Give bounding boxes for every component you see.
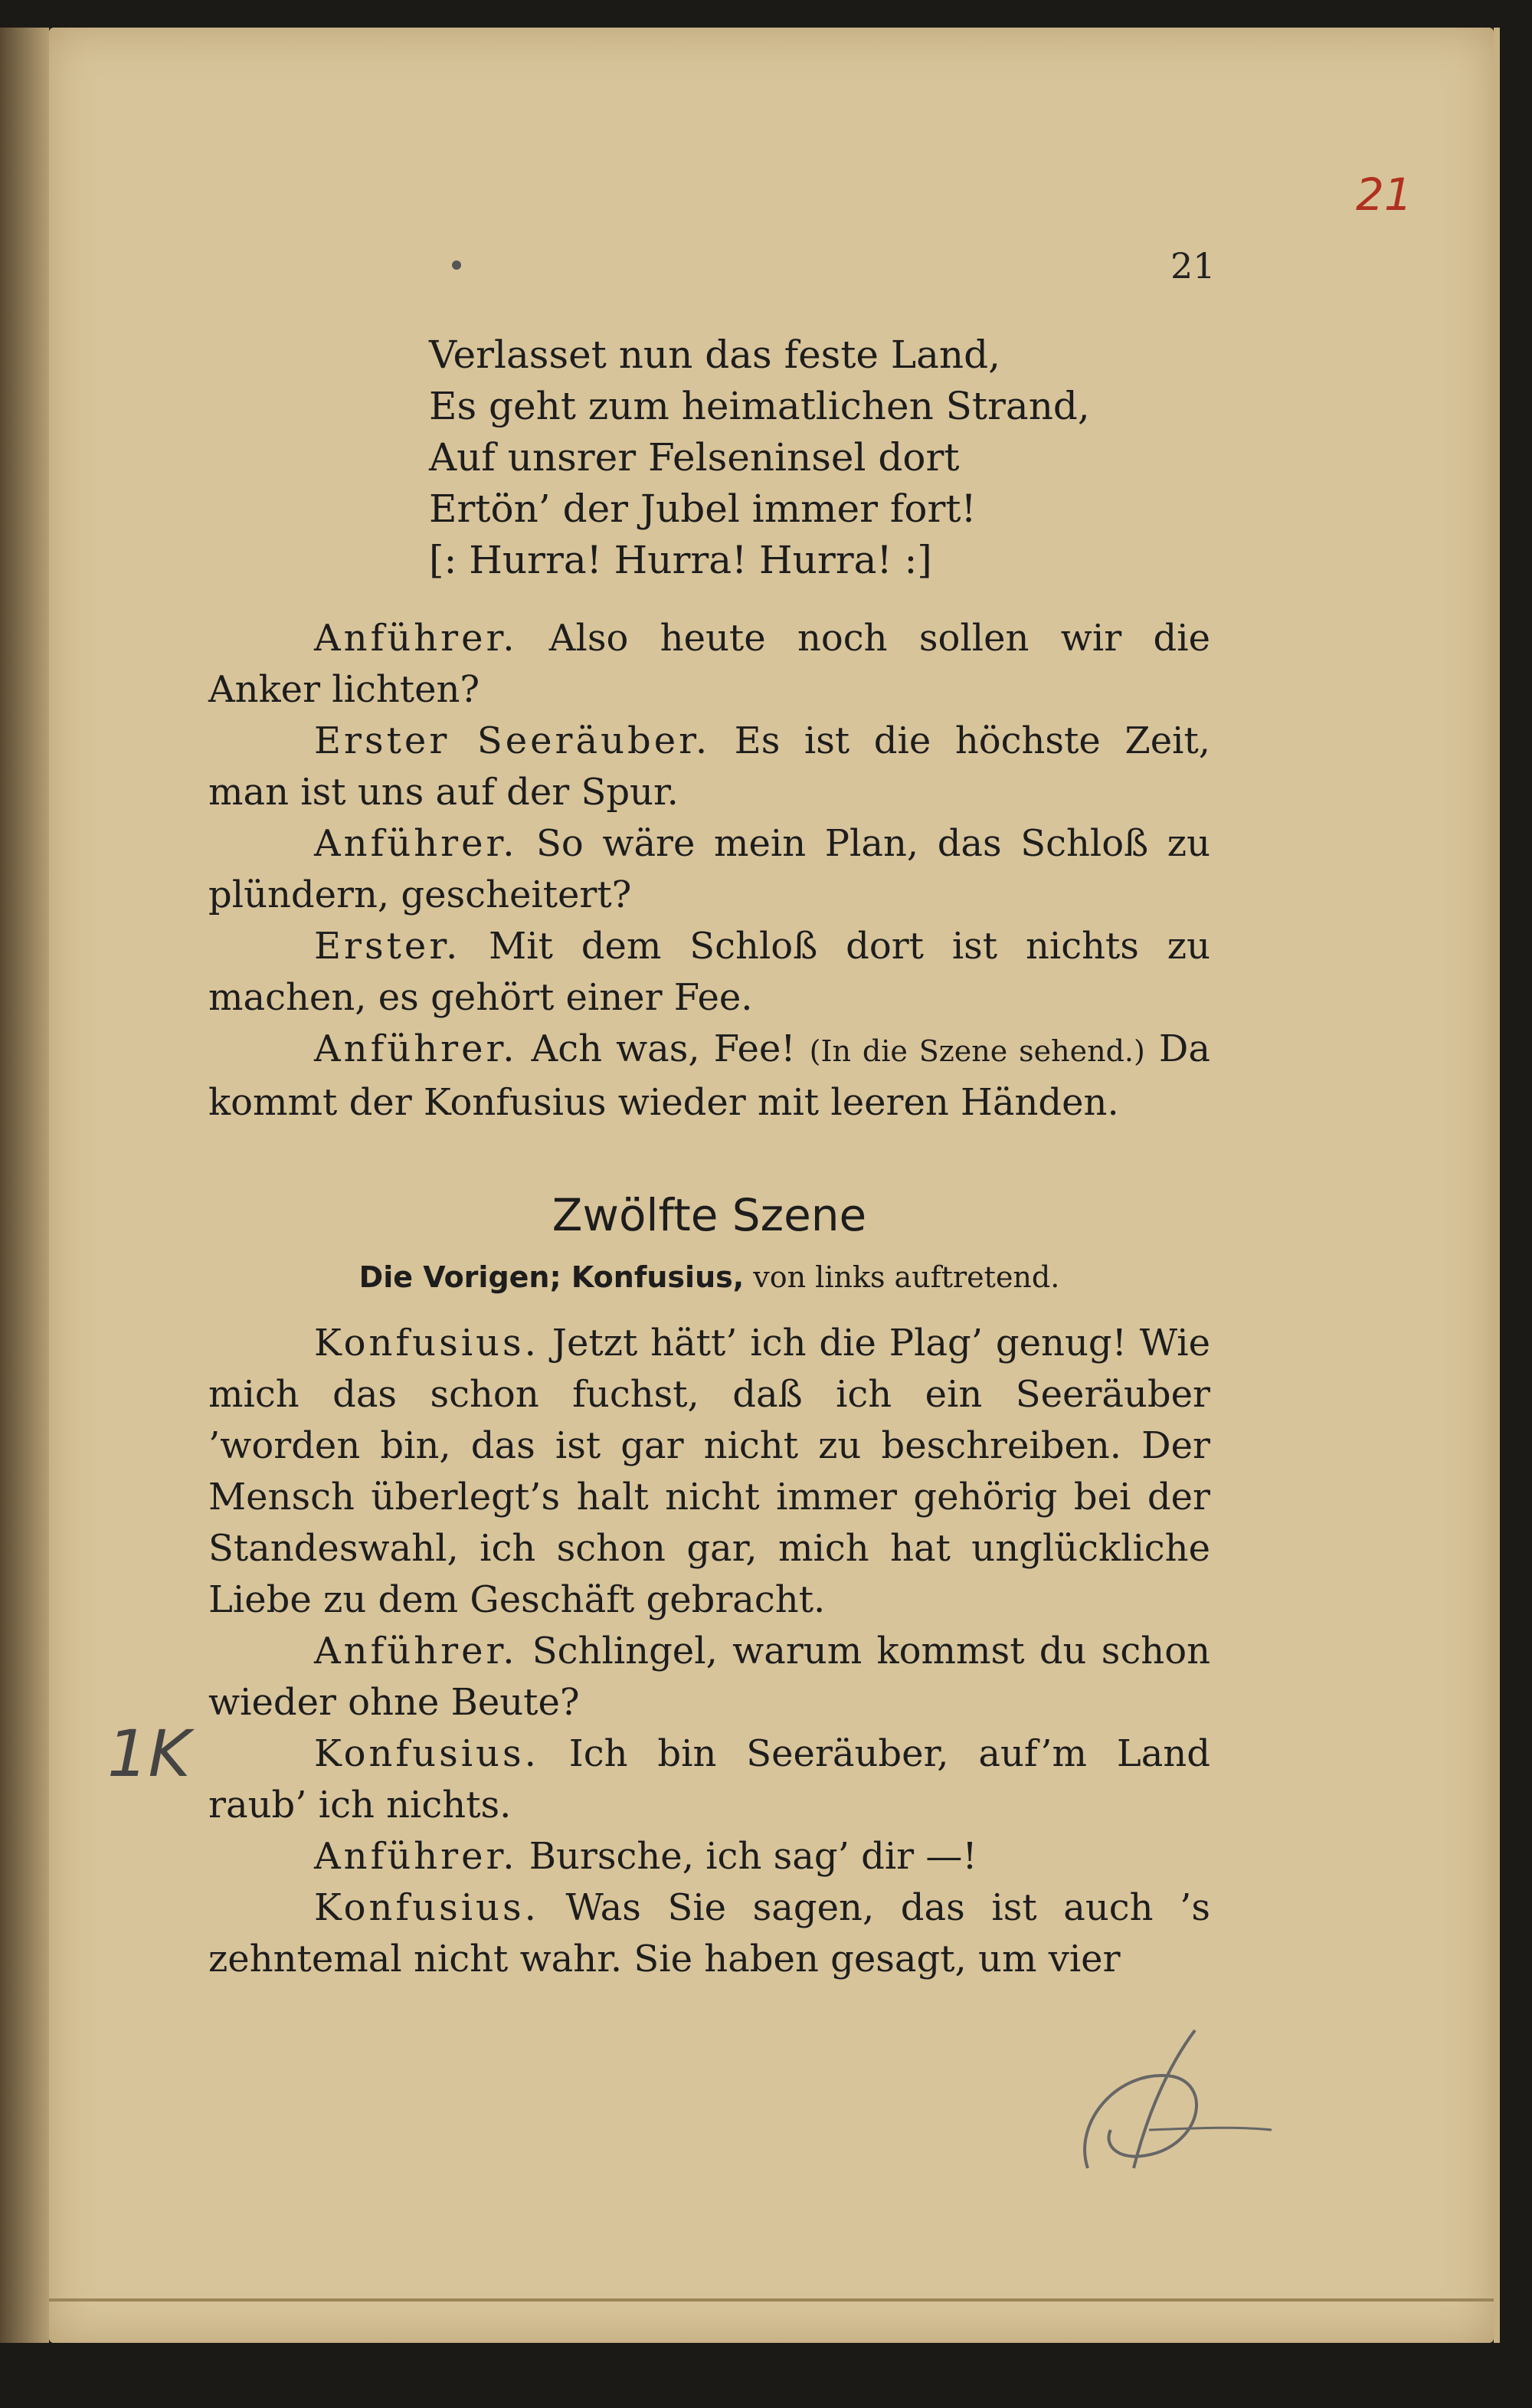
dialogue-block-1 — [208, 613, 1210, 1129]
dialogue-line — [208, 1831, 1210, 1882]
dialogue-line — [208, 1626, 1210, 1728]
dialogue-line — [208, 1882, 1210, 1985]
dialogue-text: Es ist die höchste Zeit, man ist uns auf der Spur. — [208, 719, 1210, 814]
dialogue-text: Bursche, ich sag’ dir —! — [529, 1835, 977, 1878]
speaker-name: Anführer. — [314, 1027, 518, 1070]
verse-line: Verlasset nun das feste Land, — [429, 333, 1001, 377]
speaker-name: Erster. — [314, 925, 461, 968]
dialogue-text: Jetzt hätt’ ich die Plag’ genug! Wie mich das schon fuchst, daß ich ein Seeräuber ’worden bin, das ist gar nicht zu beschreiben. Der Mensch überlegt’s halt nicht immer gehörig bei der Standeswahl, ich schon gar, mich hat unglückliche Liebe zu dem Geschäft gebracht. — [208, 1322, 1210, 1621]
dialogue-line — [208, 1024, 1210, 1129]
stage-direction: (In die Szene sehend.) — [809, 1034, 1145, 1068]
margin-pencil-note: 1K — [107, 1716, 191, 1791]
dialogue-text: Was Sie sagen, das ist auch ’s zehntemal nicht wahr. Sie haben gesagt, um vier — [208, 1886, 1211, 1980]
speaker-name: Konfusius. — [314, 1322, 539, 1365]
speaker-name: Konfusius. — [314, 1732, 539, 1775]
pencil-signature-icon — [1057, 2015, 1287, 2184]
dialogue-text: Also heute noch sollen wir die Anker lichten? — [208, 617, 1210, 711]
dialogue-text: Ach was, Fee! — [531, 1027, 796, 1070]
verse-line: [: Hurra! Hurra! Hurra! :] — [429, 538, 932, 582]
dialogue-text: Schlingel, warum kommst du schon wieder ohne Beute? — [208, 1630, 1210, 1724]
scene-characters-names: Die Vorigen; Konfusius, — [358, 1260, 745, 1294]
dialogue-text: Da kommt der Konfusius wieder mit leeren Händen. — [208, 1027, 1211, 1124]
speaker-name: Anführer. — [314, 617, 518, 660]
scene-characters — [208, 1260, 1210, 1294]
dialogue-line — [208, 818, 1210, 921]
dialogue-line — [208, 1318, 1210, 1626]
speaker-name: Erster Seeräuber. — [314, 719, 711, 762]
dialogue-text: Mit dem Schloß dort ist nichts zu machen, es gehört einer Fee. — [208, 925, 1210, 1019]
dialogue-block-2 — [208, 1318, 1210, 1985]
dialogue-line — [208, 921, 1210, 1024]
scene-title: Zwölfte Szene — [552, 1189, 867, 1241]
speaker-name: Anführer. — [314, 1630, 518, 1672]
speaker-name: Anführer. — [314, 1835, 518, 1878]
page-number: 21 — [1170, 245, 1216, 287]
dialogue-text: So wäre mein Plan, das Schloß zu plündern, gescheitert? — [208, 822, 1210, 916]
ink-dot — [452, 260, 461, 270]
book-gutter — [0, 28, 49, 2343]
speaker-name: Anführer. — [314, 822, 518, 865]
dialogue-line — [208, 1728, 1210, 1831]
dialogue-line — [208, 613, 1210, 716]
pencil-page-number: 21 — [1356, 169, 1413, 221]
speaker-name: Konfusius. — [314, 1886, 539, 1929]
page-edge — [1494, 28, 1500, 2343]
scene-direction: von links auftretend. — [753, 1260, 1060, 1294]
dialogue-line — [208, 716, 1210, 818]
dialogue-text: Ich bin Seeräuber, auf’m Land raub’ ich nichts. — [208, 1732, 1210, 1826]
song-verse — [429, 329, 1090, 586]
verse-line: Auf unsrer Felseninsel dort — [429, 435, 960, 480]
verse-line: Ertön’ der Jubel immer fort! — [429, 487, 977, 531]
verse-line: Es geht zum heimatlichen Strand, — [429, 384, 1090, 428]
page-bottom-edge — [49, 2298, 1494, 2302]
